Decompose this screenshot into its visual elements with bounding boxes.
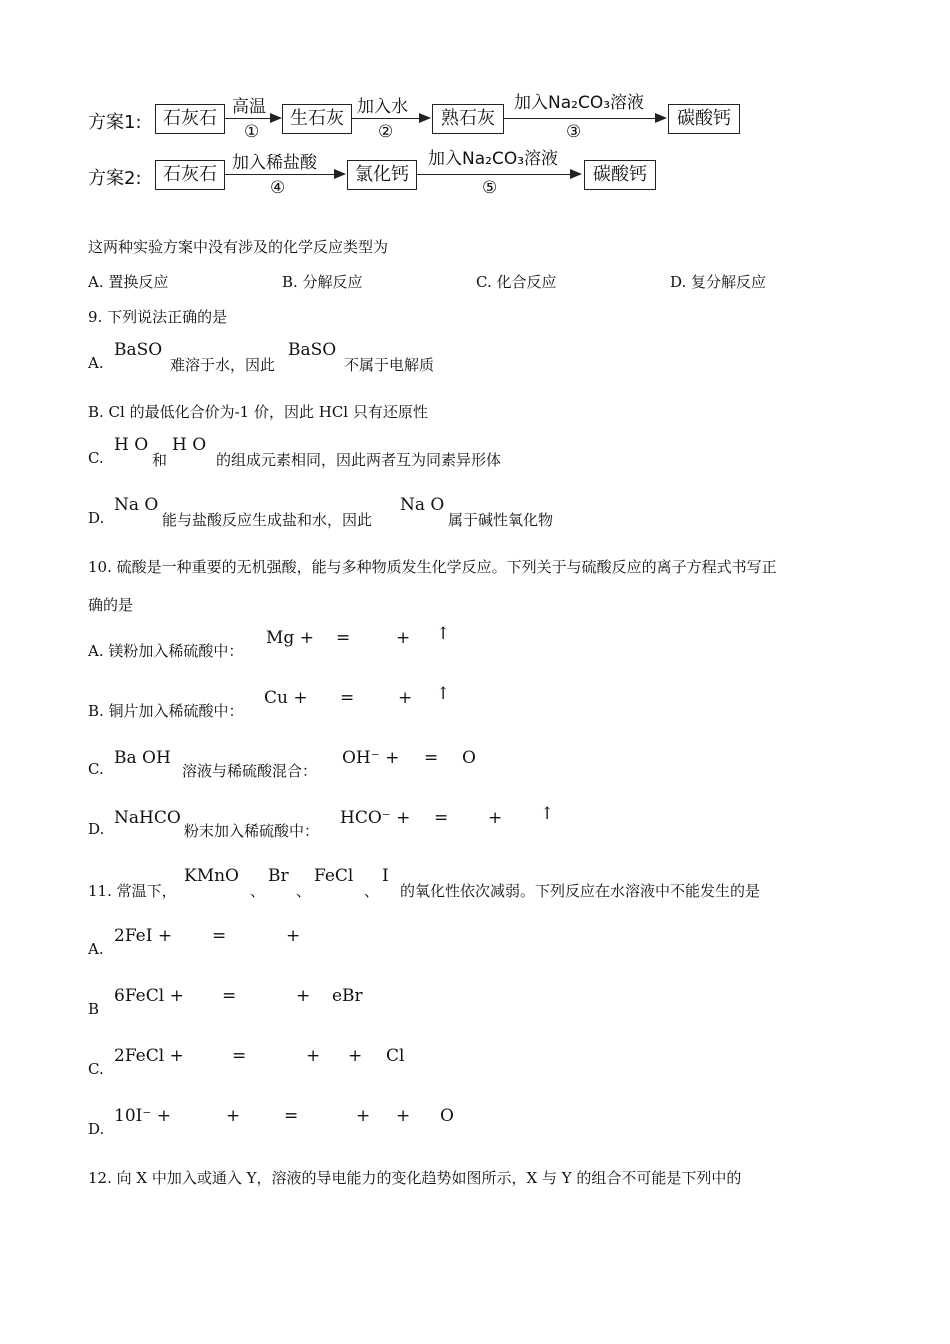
q9-a-text-1: 难溶于水，因此 [170,356,276,374]
q10-d-letter: D. [88,820,105,838]
q10-b-gas-arrow: ↑ [436,684,451,704]
plan2-cond-2: 加入Na₂CO₃溶液 [428,149,559,169]
q10-b-formula-2: = [340,688,355,708]
q10-b-text: B. 铜片加入稀硫酸中： [88,702,244,720]
q10-c-text: 溶液与稀硫酸混合： [182,762,318,780]
q10-a-text: A. 镁粉加入稀硫酸中： [88,642,244,660]
q10-stem-line-1: 10. 硫酸是一种重要的无机强酸，能与多种物质发生化学反应。下列关于与硫酸反应的离子方程式书写正 [88,558,777,576]
q11-c-formula-5: Cl [386,1046,405,1066]
plan2-box-limestone: 石灰石 [155,160,225,190]
plan1-box-quicklime: 生石灰 [282,104,352,134]
q10-d-text: 粉末加入稀硫酸中： [184,822,320,840]
q11-c-formula-3: + [306,1046,321,1066]
plan2-box-caco3: 碳酸钙 [584,160,656,190]
plan1-cond-3: 加入Na₂CO₃溶液 [514,93,645,113]
q8-stem: 这两种实验方案中没有涉及的化学反应类型为 [88,238,389,256]
q11-sep-3: 、 [364,882,380,900]
plan2-arrow-2 [416,174,570,175]
q10-a-formula-1: Mg + [266,628,314,648]
q11-c-formula-4: + [348,1046,363,1066]
q9-c-formula-1: H O [114,435,149,455]
q10-stem-line-2: 确的是 [88,596,134,614]
q11-stem-end: 的氧化性依次减弱。下列反应在水溶液中不能发生的是 [400,882,761,900]
q9-a-text-2: 不属于电解质 [344,356,435,374]
plan1-cond-2: 加入水 [357,97,408,117]
q10-c-formula-1: Ba OH [114,748,171,768]
q9-d-formula-2: Na O [400,495,445,515]
q10-c-formula-4: O [462,748,476,768]
q8-option-b: B. 分解反应 [282,273,363,291]
plan1-box-limestone: 石灰石 [155,104,225,134]
q11-b-formula-1: 6FeCl + [114,986,184,1006]
q11-c-formula-1: 2FeCl + [114,1046,184,1066]
q9-c-formula-2: H O [172,435,207,455]
plan2-step-1: ④ [270,178,286,198]
q10-d-formula-2: HCO⁻ + [340,808,411,828]
q9-d-letter: D. [88,509,105,527]
plan2-label: 方案2: [88,168,142,189]
q11-d-formula-1: 10I⁻ + [114,1106,171,1126]
q12-stem: 12. 向 X 中加入或通入 Y，溶液的导电能力的变化趋势如图所示，X 与 Y 的组合不可能是下列中的 [88,1169,742,1187]
q9-c-letter: C. [88,449,104,467]
q9-d-formula-1: Na O [114,495,159,515]
q11-a-formula-2: = [212,926,227,946]
plan2-arrowhead-1 [334,169,346,179]
q10-d-formula-3: = [434,808,449,828]
q10-d-formula-4: + [488,808,503,828]
q11-sep-1: 、 [250,882,266,900]
plan1-arrowhead-1 [270,113,282,123]
q10-c-formula-3: = [424,748,439,768]
plan1-arrow-1 [224,118,270,119]
q10-a-formula-2: = [336,628,351,648]
q10-a-gas-arrow: ↑ [436,624,451,644]
q11-b-formula-2: = [222,986,237,1006]
q11-b-letter: B [88,1000,100,1018]
q11-a-letter: A. [88,940,104,958]
q11-d-formula-6: O [440,1106,454,1126]
plan1-cond-1: 高温 [232,97,266,117]
plan2-cond-1: 加入稀盐酸 [232,153,317,173]
q9-c-text-2: 的组成元素相同，因此两者互为同素异形体 [216,451,502,469]
plan2-step-2: ⑤ [482,178,498,198]
q9-d-text-2: 属于碱性氧化物 [448,511,554,529]
plan2-box-cacl2: 氯化钙 [347,160,417,190]
q8-option-c: C. 化合反应 [476,273,557,291]
q11-species-br2: Br [268,866,289,886]
q9-a-formula-2: BaSO [288,340,337,360]
q11-d-formula-2: + [226,1106,241,1126]
plan1-arrowhead-2 [419,113,431,123]
q10-d-gas-arrow: ↑ [540,804,555,824]
q11-d-formula-3: = [284,1106,299,1126]
plan1-arrow-3 [503,118,655,119]
q10-a-formula-3: + [396,628,411,648]
q11-c-letter: C. [88,1060,104,1078]
plan1-step-3: ③ [566,122,582,142]
q10-c-formula-2: OH⁻ + [342,748,400,768]
plan1-label: 方案1: [88,112,142,133]
q11-b-formula-3: + [296,986,311,1006]
q11-a-formula-1: 2FeI + [114,926,173,946]
q10-b-formula-1: Cu + [264,688,308,708]
q9-option-b: B. Cl 的最低化合价为-1 价，因此 HCl 只有还原性 [88,403,428,421]
q11-species-kmno4: KMnO [184,866,239,886]
q11-d-formula-4: + [356,1106,371,1126]
q11-d-letter: D. [88,1120,105,1138]
q11-stem-start: 11. 常温下， [88,882,177,900]
q8-option-a: A. 置换反应 [88,273,169,291]
q10-b-formula-3: + [398,688,413,708]
q9-c-text-1: 和 [152,451,168,469]
plan2-arrowhead-2 [570,169,582,179]
q8-option-d: D. 复分解反应 [670,273,767,291]
q10-c-letter: C. [88,760,104,778]
q11-a-formula-3: + [286,926,301,946]
plan1-arrowhead-3 [655,113,667,123]
q9-stem: 9. 下列说法正确的是 [88,308,228,326]
q11-species-fecl3: FeCl [314,866,354,886]
q11-sep-2: 、 [296,882,312,900]
q11-d-formula-5: + [396,1106,411,1126]
plan1-step-1: ① [244,122,260,142]
q10-d-formula-1: NaHCO [114,808,181,828]
q11-c-formula-2: = [232,1046,247,1066]
q9-a-formula-1: BaSO [114,340,163,360]
plan2-arrow-1 [224,174,334,175]
q11-b-formula-4: eBr [332,986,363,1006]
q11-species-i2: I [382,866,389,886]
plan1-step-2: ② [378,122,394,142]
q9-d-text-1: 能与盐酸反应生成盐和水，因此 [162,511,373,529]
plan1-box-caco3: 碳酸钙 [668,104,740,134]
q9-a-letter: A. [88,354,104,372]
plan1-box-slakedlime: 熟石灰 [432,104,504,134]
plan1-arrow-2 [351,118,419,119]
